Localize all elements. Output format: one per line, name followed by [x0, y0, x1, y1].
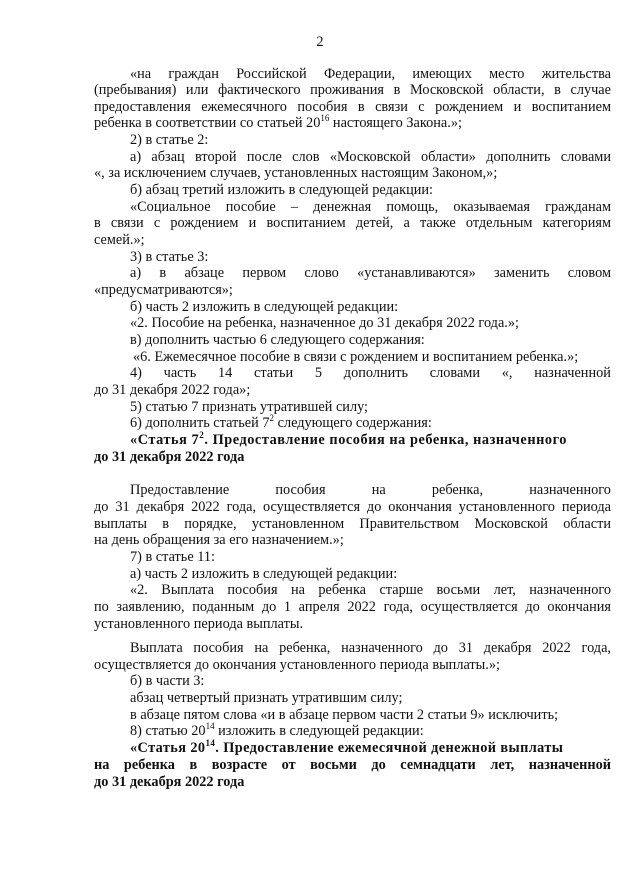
text-line: «предусматриваются»; — [94, 282, 233, 298]
article-heading: до 31 декабря 2022 года — [94, 449, 245, 465]
word: 4) — [130, 365, 142, 381]
text-line: по заявлению, поданным до 1 апреля 2022 года, осуществляется до окончания — [94, 599, 611, 615]
text-line: «Социальное пособие – денежная помощь, оказываемая гражданам — [130, 199, 611, 215]
text-line: до 31 декабря 2022 года, осуществляется до окончания установленного периода — [94, 499, 611, 515]
word: дополнить — [343, 365, 409, 381]
text-line: б) абзац третий изложить в следующей редакции: — [130, 182, 434, 198]
text-line: а) часть 2 изложить в следующей редакции: — [130, 566, 398, 582]
word: назначенной — [534, 365, 611, 381]
article-heading: на ребенка в возрасте от восьми до семнадцати лет, назначенной — [94, 757, 611, 773]
word: статьи — [254, 365, 294, 381]
text-span: . Предоставление пособия на ребенка, назначенного — [204, 432, 567, 448]
text-span: «Статья 20 — [130, 740, 206, 756]
text-line: в) дополнить частью 6 следующего содержания: — [130, 332, 425, 348]
text-line: предоставления ежемесячного пособия в связи с рождением и воспитанием — [94, 99, 611, 115]
text-line: б) в части 3: — [130, 673, 205, 689]
list-item-heading — [130, 723, 611, 739]
text-line: «2. Выплата пособия на ребенка старше восьми лет, назначенного — [130, 582, 611, 598]
word: назначенного — [529, 482, 611, 498]
superscript: 2 — [199, 430, 205, 440]
text-line — [94, 115, 611, 131]
text-line: «, за исключением случаев, установленных настоящим Законом,»; — [94, 165, 498, 181]
text-span: «Статья 7 — [130, 432, 200, 448]
text-line: «2. Пособие на ребенка, назначенное до 31 декабря 2022 года.»; — [130, 315, 519, 331]
article-heading — [130, 740, 611, 756]
text-line: в абзаце пятом слова «и в абзаце первом части 2 статьи 9» исключить; — [130, 707, 559, 723]
text-span: следующего содержания: — [274, 415, 432, 431]
list-item-heading: 7) в статье 11: — [130, 549, 215, 565]
text-span: изложить в следующей редакции: — [214, 723, 424, 739]
text-span: ребенка в соответствии со статьей 20 — [94, 115, 321, 131]
word: Предоставление — [130, 482, 230, 498]
text-line: установленного периода выплаты. — [94, 616, 304, 632]
text-line: на день обращения за его назначением.»; — [94, 532, 344, 548]
text-line: (пребывания) или фактического проживания в Московской области, в случае — [94, 82, 611, 98]
text-span: . Предоставление ежемесячной денежной выплаты — [215, 740, 564, 756]
text-line: Выплата пособия на ребенка, назначенного до 31 декабря 2022 года, — [130, 640, 611, 656]
text-line — [130, 482, 611, 498]
text-span: 8) статью 20 — [130, 723, 206, 739]
text-span: настоящего Закона.»; — [329, 115, 462, 131]
text-line: а) в абзаце первом слово «устанавливаются» заменить словом — [130, 265, 611, 281]
word: словами — [429, 365, 481, 381]
article-heading: до 31 декабря 2022 года — [94, 774, 245, 790]
list-item-heading: 5) статью 7 признать утратившей силу; — [130, 399, 369, 415]
word: часть — [163, 365, 197, 381]
superscript: 16 — [320, 113, 330, 123]
word: «, — [501, 365, 513, 381]
list-item-heading — [130, 415, 611, 431]
word: ребенка, — [431, 482, 484, 498]
word: 14 — [218, 365, 233, 381]
text-line: абзац четвертый признать утратившим силу; — [130, 690, 403, 706]
word: пособия — [275, 482, 326, 498]
text-line: в связи с рождением и воспитанием детей, а также отдельным категориям — [94, 215, 611, 231]
word: 5 — [314, 365, 323, 381]
text-line: а) абзац второй после слов «Московской области» дополнить словами — [130, 149, 611, 165]
text-line: до 31 декабря 2022 года»; — [94, 382, 251, 398]
superscript: 2 — [269, 413, 275, 423]
text-line: «на граждан Российской Федерации, имеющих место жительства — [130, 66, 611, 82]
text-line: б) часть 2 изложить в следующей редакции: — [130, 299, 399, 315]
word: на — [371, 482, 386, 498]
text-line: «6. Ежемесячное пособие в связи с рождением и воспитанием ребенка.»; — [133, 349, 579, 365]
list-item-heading: 2) в статье 2: — [130, 132, 209, 148]
article-heading — [130, 432, 611, 448]
superscript: 14 — [205, 738, 216, 748]
text-line: выплаты в порядке, установленном Правительством Московской области — [94, 516, 611, 532]
page-number: 2 — [316, 34, 324, 50]
list-item-heading: 3) в статье 3: — [130, 249, 209, 265]
superscript: 14 — [205, 721, 215, 731]
text-line — [130, 365, 611, 381]
text-line: семей.»; — [94, 232, 145, 248]
text-span: 6) дополнить статьей 7 — [130, 415, 270, 431]
text-line: осуществляется до окончания установленного периода выплаты.»; — [94, 657, 500, 673]
